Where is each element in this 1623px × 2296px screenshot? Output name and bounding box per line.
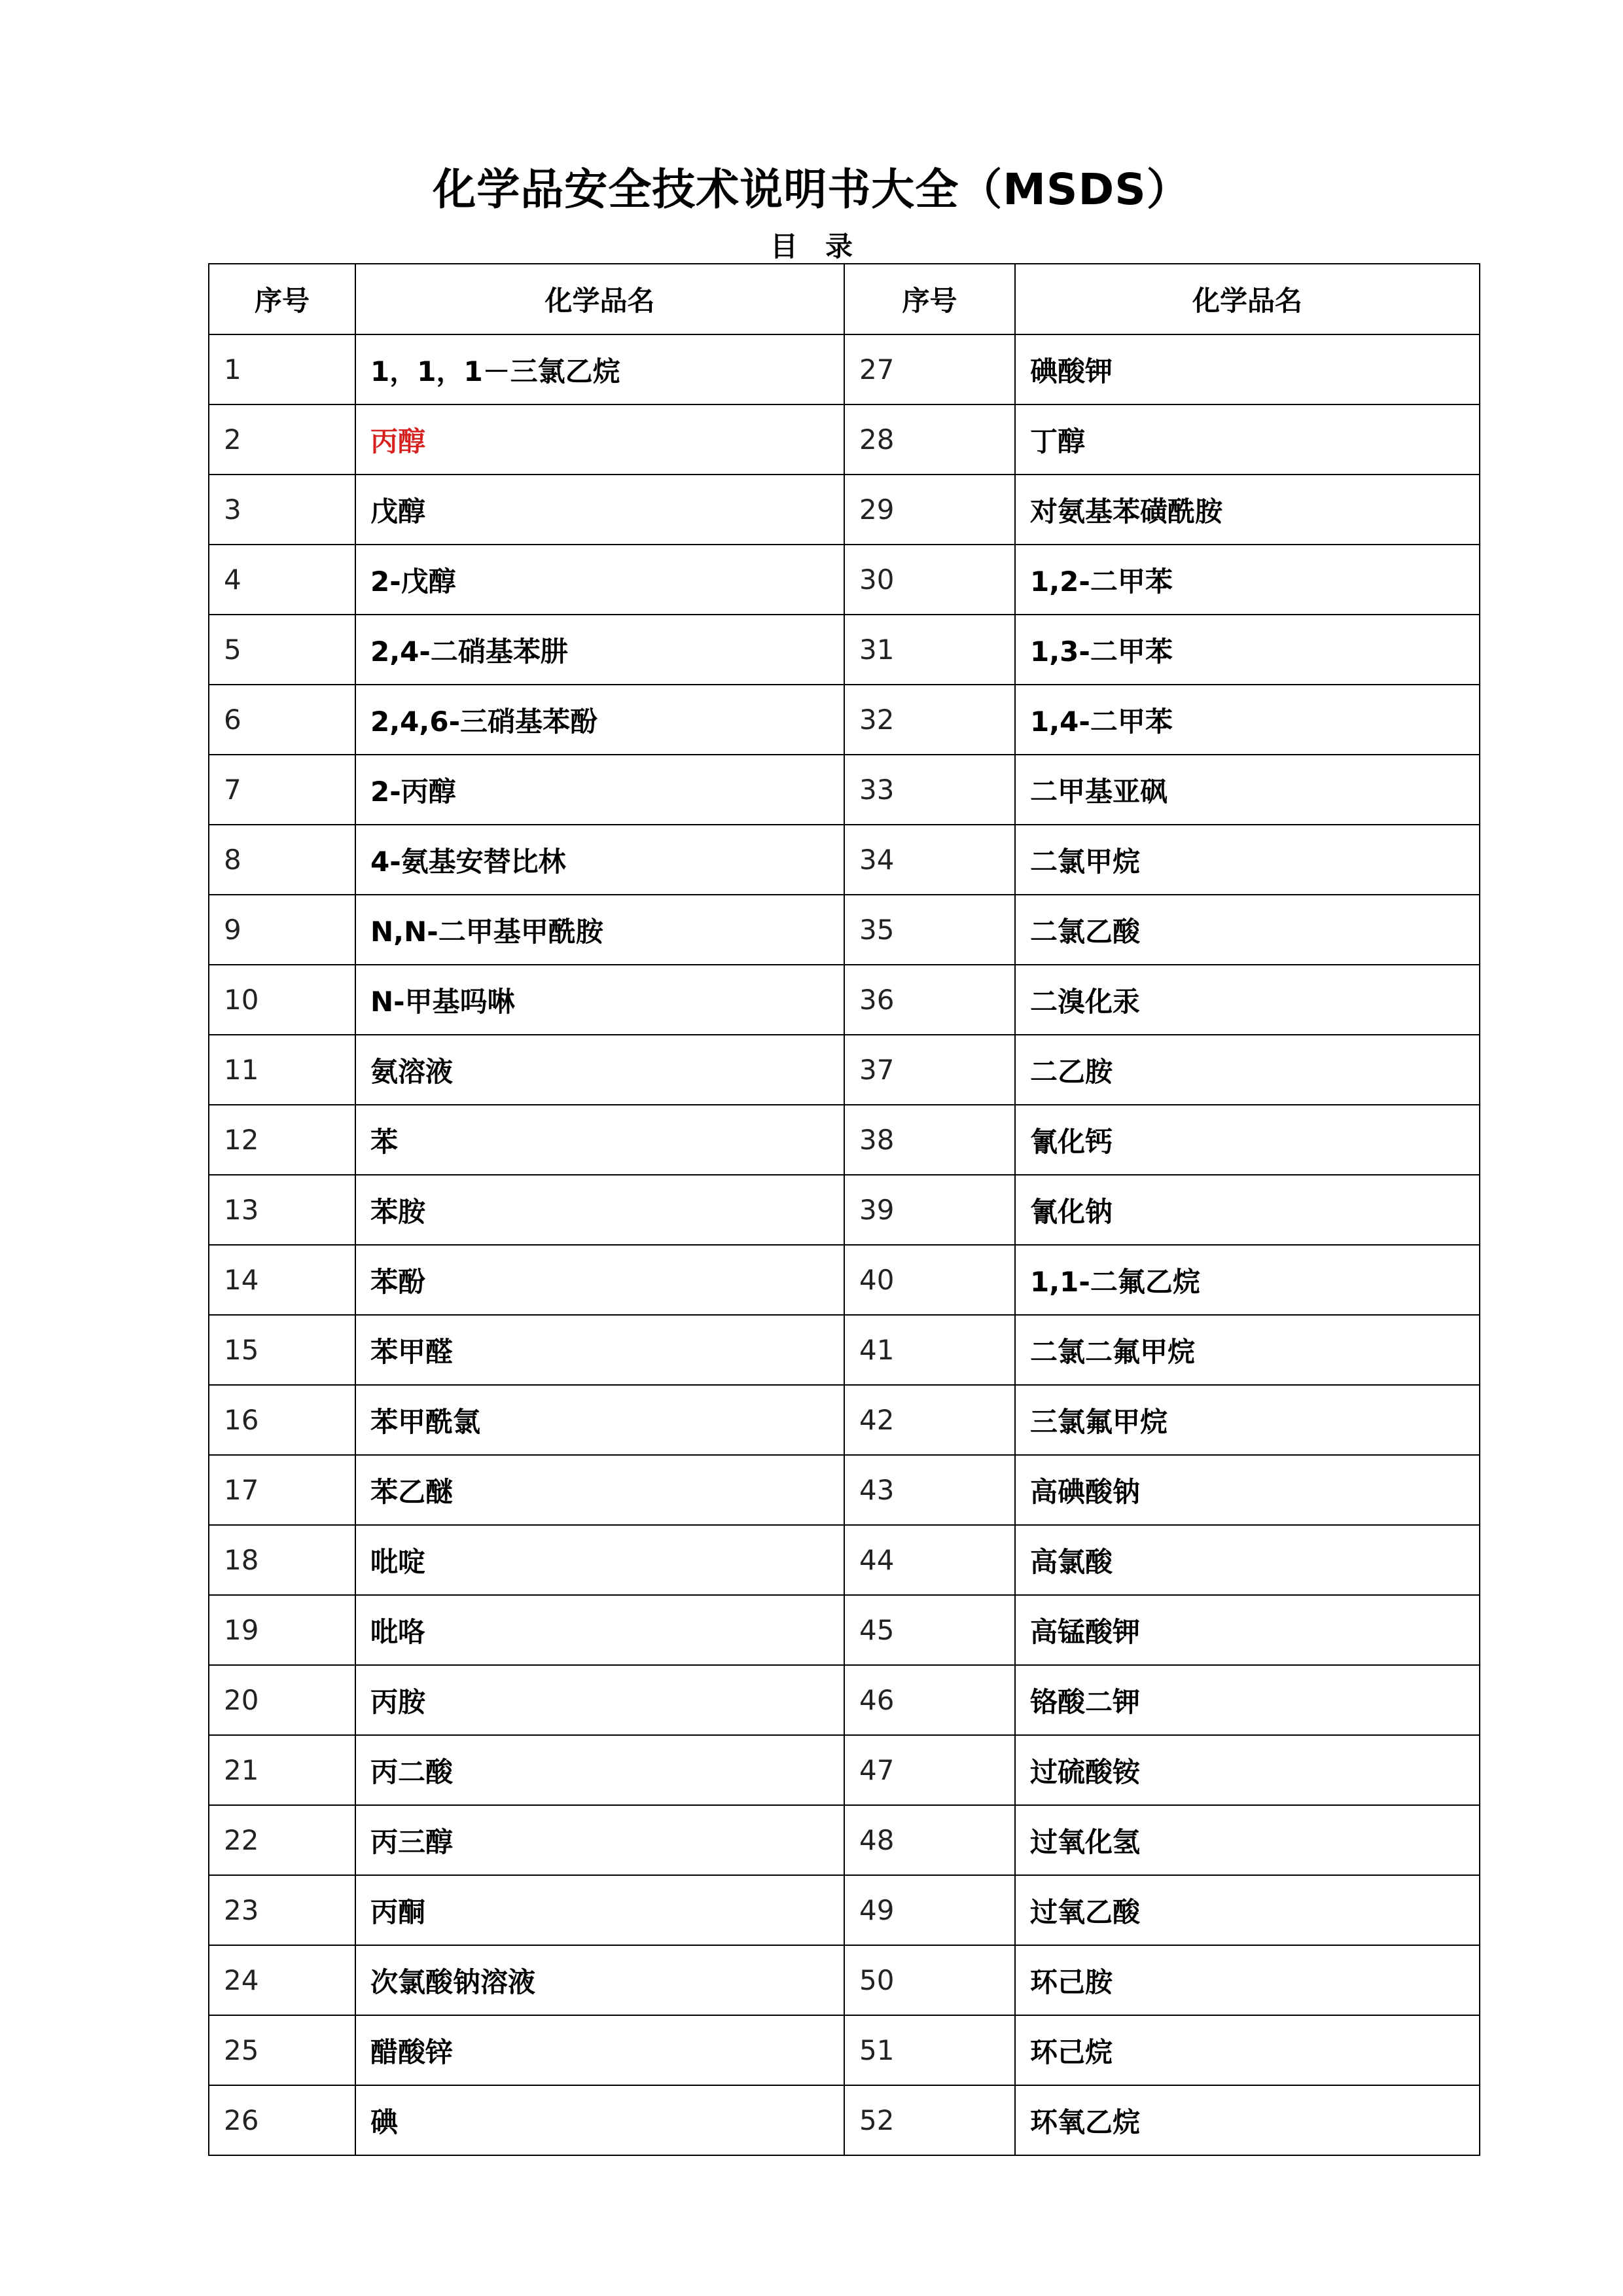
chemical-name-left: 丙酮	[355, 1875, 844, 1945]
chemical-name-right: 三氯氟甲烷	[1015, 1385, 1480, 1455]
row-number-right: 50	[844, 1945, 1015, 2015]
row-number-right: 38	[844, 1105, 1015, 1175]
row-number-right: 51	[844, 2015, 1015, 2085]
row-number-right: 45	[844, 1595, 1015, 1665]
chemical-name-right: 环己烷	[1015, 2015, 1480, 2085]
row-number-left: 21	[209, 1735, 355, 1805]
chemical-name-right: 铬酸二钾	[1015, 1665, 1480, 1735]
row-number-left: 13	[209, 1175, 355, 1245]
chemical-name-left: 苯胺	[355, 1175, 844, 1245]
chemical-name-right: 1,1-二氟乙烷	[1015, 1245, 1480, 1315]
header-name-left: 化学品名	[355, 264, 844, 334]
chemical-name-left: 1，1，1－三氯乙烷	[355, 334, 844, 404]
row-number-right: 31	[844, 615, 1015, 685]
row-number-left: 3	[209, 475, 355, 545]
chemical-name-right: 过氧乙酸	[1015, 1875, 1480, 1945]
table-row	[209, 1455, 1480, 1525]
table-row	[209, 2015, 1480, 2085]
chemical-name-left: 苯乙醚	[355, 1455, 844, 1525]
row-number-left: 24	[209, 1945, 355, 2015]
chemical-name-right: 高氯酸	[1015, 1525, 1480, 1595]
chemical-name-left: 丙三醇	[355, 1805, 844, 1875]
row-number-left: 14	[209, 1245, 355, 1315]
row-number-left: 16	[209, 1385, 355, 1455]
row-number-left: 26	[209, 2085, 355, 2155]
row-number-left: 11	[209, 1035, 355, 1105]
row-number-right: 40	[844, 1245, 1015, 1315]
row-number-right: 37	[844, 1035, 1015, 1105]
chemical-name-left: 醋酸锌	[355, 2015, 844, 2085]
chemical-name-right: 环氧乙烷	[1015, 2085, 1480, 2155]
row-number-left: 5	[209, 615, 355, 685]
row-number-right: 32	[844, 685, 1015, 755]
contents-table	[208, 263, 1480, 2156]
table-row	[209, 334, 1480, 404]
chemical-name-left: 苯甲醛	[355, 1315, 844, 1385]
row-number-left: 7	[209, 755, 355, 825]
table-body	[209, 334, 1480, 2155]
row-number-right: 42	[844, 1385, 1015, 1455]
chemical-name-left: N-甲基吗啉	[355, 965, 844, 1035]
table-row	[209, 965, 1480, 1035]
chemical-name-left: 丙胺	[355, 1665, 844, 1735]
table-row	[209, 475, 1480, 545]
chemical-name-right: 对氨基苯磺酰胺	[1015, 475, 1480, 545]
table-row	[209, 1035, 1480, 1105]
chemical-name-left: N,N-二甲基甲酰胺	[355, 895, 844, 965]
table-row	[209, 1595, 1480, 1665]
row-number-right: 46	[844, 1665, 1015, 1735]
chemical-name-right: 二溴化汞	[1015, 965, 1480, 1035]
page-title: 化学品安全技术说明书大全（MSDS）	[433, 164, 1190, 215]
chemical-name-right: 氰化钙	[1015, 1105, 1480, 1175]
chemical-name-left: 2,4,6-三硝基苯酚	[355, 685, 844, 755]
chemical-name-right: 过硫酸铵	[1015, 1735, 1480, 1805]
chemical-name-right: 高锰酸钾	[1015, 1595, 1480, 1665]
row-number-right: 30	[844, 545, 1015, 615]
table-row	[209, 755, 1480, 825]
row-number-left: 18	[209, 1525, 355, 1595]
chemical-name-right: 氰化钠	[1015, 1175, 1480, 1245]
row-number-right: 27	[844, 334, 1015, 404]
table-row	[209, 1245, 1480, 1315]
row-number-right: 52	[844, 2085, 1015, 2155]
chemical-name-right: 高碘酸钠	[1015, 1455, 1480, 1525]
chemical-name-left: 次氯酸钠溶液	[355, 1945, 844, 2015]
chemical-name-right: 丁醇	[1015, 404, 1480, 475]
chemical-name-left: 吡咯	[355, 1595, 844, 1665]
chemical-name-right: 环己胺	[1015, 1945, 1480, 2015]
header-no-left: 序号	[209, 264, 355, 334]
chemical-name-right: 二氯乙酸	[1015, 895, 1480, 965]
table-row	[209, 1735, 1480, 1805]
chemical-name-left: 2-丙醇	[355, 755, 844, 825]
chemical-name-right: 1,4-二甲苯	[1015, 685, 1480, 755]
table-row	[209, 1665, 1480, 1735]
row-number-right: 41	[844, 1315, 1015, 1385]
table-row	[209, 1385, 1480, 1455]
table-row	[209, 1875, 1480, 1945]
header-no-right: 序号	[844, 264, 1015, 334]
table-row	[209, 1175, 1480, 1245]
row-number-left: 10	[209, 965, 355, 1035]
row-number-left: 17	[209, 1455, 355, 1525]
chemical-name-left: 丙醇	[355, 404, 844, 475]
table-header-row	[209, 264, 1480, 334]
chemical-name-left: 2,4-二硝基苯肼	[355, 615, 844, 685]
row-number-right: 44	[844, 1525, 1015, 1595]
chemical-name-right: 二甲基亚砜	[1015, 755, 1480, 825]
chemical-name-left: 吡啶	[355, 1525, 844, 1595]
table-row	[209, 895, 1480, 965]
row-number-right: 48	[844, 1805, 1015, 1875]
row-number-left: 8	[209, 825, 355, 895]
row-number-left: 12	[209, 1105, 355, 1175]
row-number-left: 25	[209, 2015, 355, 2085]
table-row	[209, 2085, 1480, 2155]
chemical-name-right: 1,3-二甲苯	[1015, 615, 1480, 685]
row-number-right: 34	[844, 825, 1015, 895]
chemical-name-right: 二氯二氟甲烷	[1015, 1315, 1480, 1385]
page-subtitle: 目 录	[770, 230, 853, 262]
table-row	[209, 1525, 1480, 1595]
table-row	[209, 1805, 1480, 1875]
chemical-name-left: 氨溶液	[355, 1035, 844, 1105]
table-row	[209, 1315, 1480, 1385]
row-number-right: 35	[844, 895, 1015, 965]
chemical-name-left: 苯	[355, 1105, 844, 1175]
row-number-right: 49	[844, 1875, 1015, 1945]
row-number-left: 9	[209, 895, 355, 965]
row-number-left: 22	[209, 1805, 355, 1875]
chemical-name-right: 碘酸钾	[1015, 334, 1480, 404]
row-number-right: 47	[844, 1735, 1015, 1805]
table-row	[209, 545, 1480, 615]
row-number-right: 29	[844, 475, 1015, 545]
table-row	[209, 825, 1480, 895]
table-row	[209, 685, 1480, 755]
chemical-name-left: 苯酚	[355, 1245, 844, 1315]
row-number-left: 6	[209, 685, 355, 755]
row-number-left: 19	[209, 1595, 355, 1665]
chemical-name-right: 二氯甲烷	[1015, 825, 1480, 895]
table-row	[209, 404, 1480, 475]
chemical-name-right: 1,2-二甲苯	[1015, 545, 1480, 615]
row-number-right: 36	[844, 965, 1015, 1035]
chemical-name-right: 二乙胺	[1015, 1035, 1480, 1105]
row-number-left: 23	[209, 1875, 355, 1945]
chemical-name-left: 苯甲酰氯	[355, 1385, 844, 1455]
chemical-name-left: 丙二酸	[355, 1735, 844, 1805]
row-number-right: 28	[844, 404, 1015, 475]
chemical-name-left: 4-氨基安替比林	[355, 825, 844, 895]
chemical-name-left: 戊醇	[355, 475, 844, 545]
chemical-name-left: 2-戊醇	[355, 545, 844, 615]
row-number-left: 20	[209, 1665, 355, 1735]
row-number-left: 15	[209, 1315, 355, 1385]
table-row	[209, 1105, 1480, 1175]
row-number-right: 43	[844, 1455, 1015, 1525]
row-number-left: 4	[209, 545, 355, 615]
row-number-right: 33	[844, 755, 1015, 825]
chemical-name-left: 碘	[355, 2085, 844, 2155]
chemical-name-right: 过氧化氢	[1015, 1805, 1480, 1875]
header-name-right: 化学品名	[1015, 264, 1480, 334]
table-row	[209, 615, 1480, 685]
row-number-right: 39	[844, 1175, 1015, 1245]
row-number-left: 1	[209, 334, 355, 404]
row-number-left: 2	[209, 404, 355, 475]
table-row	[209, 1945, 1480, 2015]
